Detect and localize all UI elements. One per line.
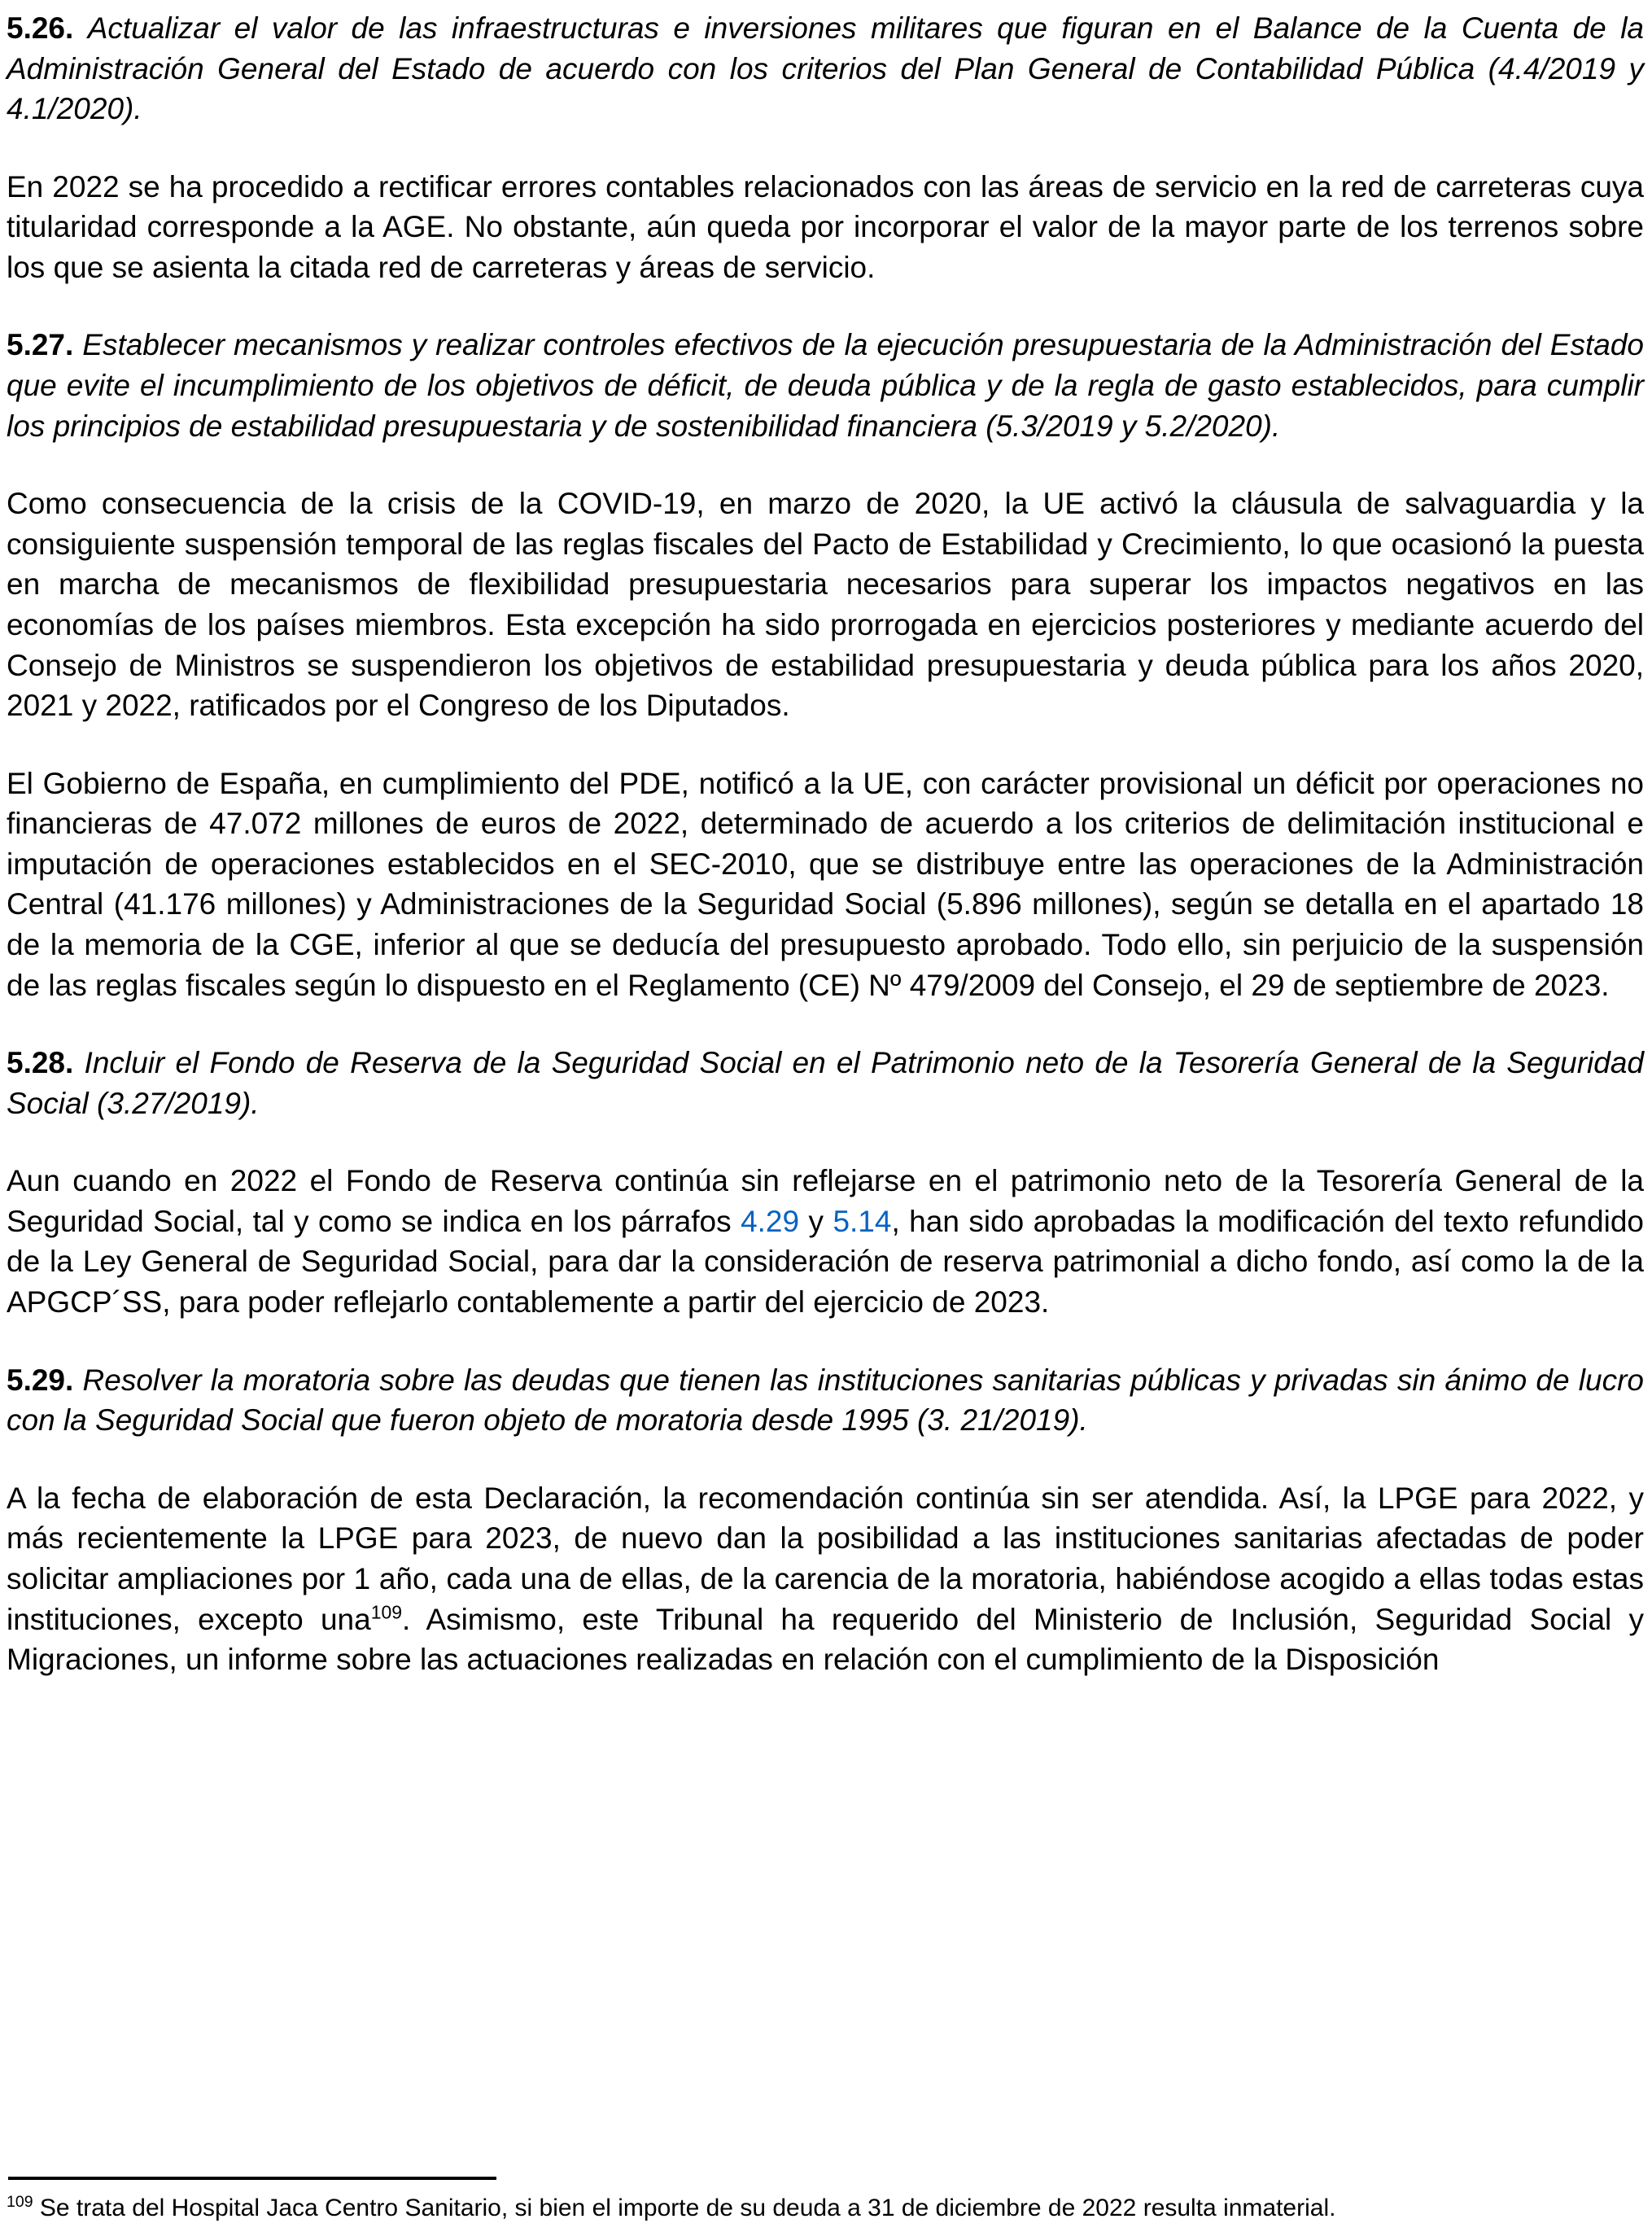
recommendation-5-27-number: 5.27. [7, 328, 83, 362]
paragraph-5-28-part-1: Aun cuando en 2022 el Fondo de Reserva continúa sin reflejarse en el patrimonio neto de la Tesorería General de la Seguridad Social, tal y como se indica en los párrafos [7, 1164, 1644, 1238]
recommendation-5-28 [7, 1043, 1644, 1123]
footnote-area [7, 2177, 1644, 2224]
paragraph-5-27-body-1: Como consecuencia de la crisis de la COVID-19, en marzo de 2020, la UE activó la cláusula de salvaguardia y la consiguiente suspensión temporal de las reglas fiscales del Pacto de Estabilidad y Crecimiento, lo que ocasionó la puesta en marcha de mecanismos de flexibilidad presupuestaria necesarios para superar los impactos negativos en las economías de los países miembros. Esta excepción ha sido prorrogada en ejercicios posteriores y mediante acuerdo del Consejo de Ministros se suspendieron los objetivos de estabilidad presupuestaria y deuda pública para los años 2020, 2021 y 2022, ratificados por el Congreso de los Diputados. [7, 487, 1644, 723]
paragraph-5-29-part-1: A la fecha de elaboración de esta Declaración, la recomendación continúa sin ser atendida. Así, la LPGE para 2022, y más recientemente la LPGE para 2023, de nuevo dan la posibilidad a las instituciones sanitarias afectadas de poder solicitar ampliaciones por 1 año, cada una de ellas, de la carencia de la moratoria, habiéndose acogido a ellas todas estas instituciones, excepto una [7, 1481, 1644, 1636]
footnote-reference-109[interactable]: 109 [370, 1601, 402, 1623]
recommendation-5-28-number: 5.28. [7, 1046, 85, 1080]
paragraph-5-28-part-2: y [799, 1204, 833, 1238]
cross-reference-link-4-29[interactable]: 4.29 [741, 1204, 800, 1238]
recommendation-5-29 [7, 1360, 1644, 1441]
paragraph-5-28-part-3: , han sido aprobadas la modificación del texto refundido de la Ley General de Seguridad Social, para dar la consideración de reserva patrimonial a dicho fondo, así como la de la APGCP´SS, para poder reflejarlo contablemente a partir del ejercicio de 2023. [7, 1204, 1645, 1320]
footnote-109 [7, 2193, 1644, 2224]
recommendation-5-27 [7, 325, 1644, 446]
recommendation-5-29-number: 5.29. [7, 1363, 83, 1397]
recommendation-5-28-text: Incluir el Fondo de Reserva de la Seguridad Social en el Patrimonio neto de la Tesorería General de la Seguridad Social (3.27/2019). [7, 1046, 1644, 1120]
recommendation-5-26 [7, 8, 1644, 129]
footnote-109-number: 109 [7, 2192, 33, 2211]
recommendation-5-26-text: Actualizar el valor de las infraestructuras e inversiones militares que figuran en el Balance de la Cuenta de la Administración General del Estado de acuerdo con los criterios del Plan General de Contabilidad Pública (4.4/2019 y 4.1/2020). [7, 11, 1644, 126]
paragraph-5-28-body [7, 1161, 1644, 1322]
recommendation-5-27-text: Establecer mecanismos y realizar controles efectivos de la ejecución presupuestaria de la Administración del Estado que evite el incumplimiento de los objetivos de déficit, de deuda pública y de la regla de gasto establecidos, para cumplir los principios de estabilidad presupuestaria y de sostenibilidad financiera (5.3/2019 y 5.2/2020). [7, 328, 1644, 443]
cross-reference-link-5-14[interactable]: 5.14 [833, 1204, 892, 1238]
recommendation-5-29-text: Resolver la moratoria sobre las deudas que tienen las instituciones sanitarias públicas y privadas sin ánimo de lucro con la Seguridad Social que fueron objeto de moratoria desde 1995 (3. 21/2019). [7, 1363, 1644, 1438]
paragraph-5-26-body: En 2022 se ha procedido a rectificar errores contables relacionados con las áreas de servicio en la red de carreteras cuya titularidad corresponde a la AGE. No obstante, aún queda por incorporar el valor de la mayor parte de los terrenos sobre los que se asienta la citada red de carreteras y áreas de servicio. [7, 169, 1644, 284]
paragraph-5-29-body [7, 1478, 1644, 1680]
recommendation-5-26-number: 5.26. [7, 11, 88, 45]
footnote-separator-rule [8, 2177, 496, 2180]
paragraph-5-29-part-2: . Asimismo, este Tribunal ha requerido del Ministerio de Inclusión, Seguridad Social y Migraciones, un informe sobre las actuaciones realizadas en relación con el cumplimiento de la Disposición [7, 1602, 1644, 1677]
footnote-109-text: Se trata del Hospital Jaca Centro Sanitario, si bien el importe de su deuda a 31 de diciembre de 2022 resulta inmaterial. [33, 2194, 1336, 2221]
paragraph-5-27-body-2: El Gobierno de España, en cumplimiento del PDE, notificó a la UE, con carácter provisional un déficit por operaciones no financieras de 47.072 millones de euros de 2022, determinado de acuerdo a los criterios de delimitación institucional e imputación de operaciones establecidos en el SEC-2010, que se distribuye entre las operaciones de la Administración Central (41.176 millones) y Administraciones de la Seguridad Social (5.896 millones), según se detalla en el apartado 18 de la memoria de la CGE, inferior al que se deducía del presupuesto aprobado. Todo ello, sin perjuicio de la suspensión de las reglas fiscales según lo dispuesto en el Reglamento (CE) Nº 479/2009 del Consejo, el 29 de septiembre de 2023. [7, 766, 1644, 1002]
